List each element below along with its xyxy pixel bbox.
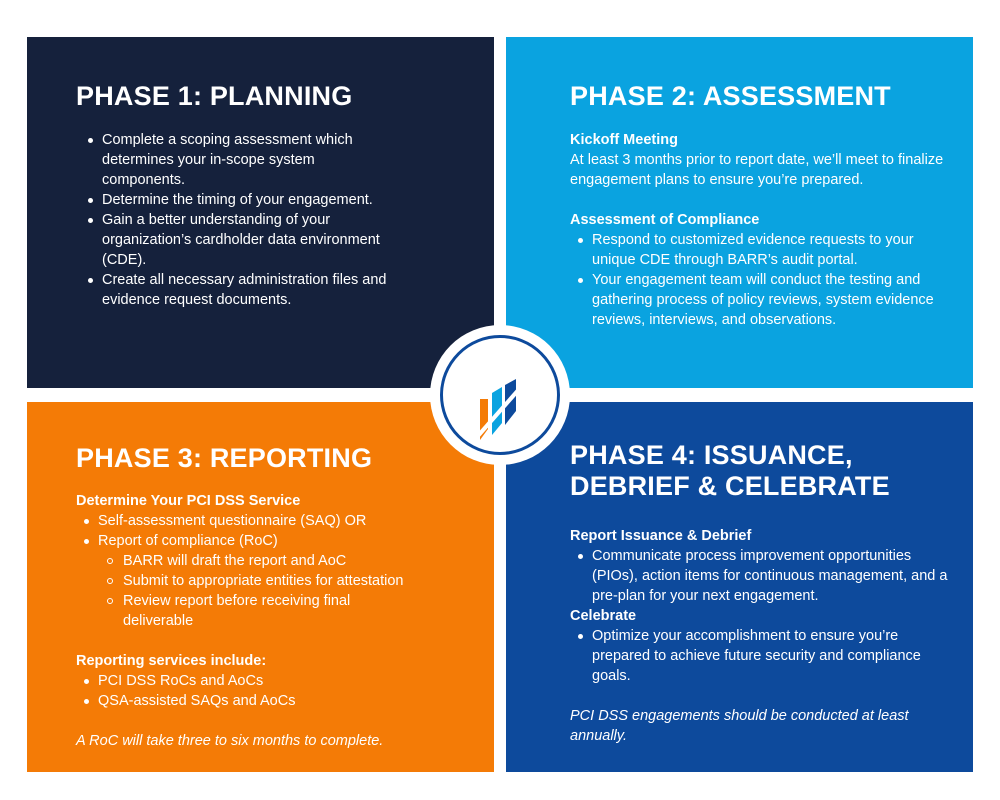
celebrate-heading: Celebrate (570, 608, 637, 624)
list-item: Submit to appropriate entities for attestation (98, 571, 446, 591)
phase-4-panel (506, 402, 973, 772)
phase-4-title (570, 440, 890, 502)
roc-sub-bullet-list (98, 551, 446, 631)
list-item (76, 531, 446, 631)
service-bullet-list (76, 511, 446, 631)
phase-4-body (570, 526, 950, 746)
celebrate-bullet-list (570, 626, 950, 686)
services-heading: Reporting services include: (76, 653, 267, 669)
list-item: PCI DSS RoCs and AoCs (76, 671, 446, 691)
compliance-heading: Assessment of Compliance (570, 212, 760, 228)
issuance-bullet-list (570, 546, 950, 606)
list-item: Communicate process improvement opportunities (PIOs), action items for continuous management, and a pre-plan for your next engagement. (570, 546, 950, 606)
list-item: Create all necessary administration files and evidence request documents. (80, 270, 400, 310)
service-heading: Determine Your PCI DSS Service (76, 493, 301, 509)
phase-3-panel (27, 402, 494, 772)
barr-logo-icon (450, 345, 550, 445)
phase-3-title: PHASE 3: REPORTING (76, 443, 373, 473)
list-item: Determine the timing of your engagement. (80, 190, 400, 210)
phase-2-title: PHASE 2: ASSESSMENT (570, 81, 891, 111)
list-item: BARR will draft the report and AoC (98, 551, 446, 571)
phase-2-body (570, 130, 946, 330)
phase-1-title: PHASE 1: PLANNING (76, 81, 353, 111)
phase-4-title-line-1: PHASE 4: ISSUANCE, (570, 440, 853, 470)
phase-1-bullet-list (80, 130, 400, 310)
kickoff-text: At least 3 months prior to report date, we’ll meet to finalize engagement plans to ensure you’re prepared. (570, 152, 944, 188)
list-item: Your engagement team will conduct the testing and gathering process of policy reviews, system evidence reviews, interviews, and observations. (570, 270, 946, 330)
phase-3-body (76, 491, 446, 751)
phase-3-footnote: A RoC will take three to six months to complete. (76, 733, 384, 749)
list-item: QSA-assisted SAQs and AoCs (76, 691, 446, 711)
phase-1-panel (27, 37, 494, 388)
list-item: Respond to customized evidence requests to your unique CDE through BARR’s audit portal. (570, 230, 946, 270)
kickoff-heading: Kickoff Meeting (570, 132, 678, 148)
center-emblem (430, 325, 570, 465)
list-item: Self-assessment questionnaire (SAQ) OR (76, 511, 446, 531)
compliance-bullet-list (570, 230, 946, 330)
list-item: Gain a better understanding of your organization’s cardholder data environment (CDE). (80, 210, 400, 270)
services-bullet-list (76, 671, 446, 711)
list-item: Optimize your accomplishment to ensure you’re prepared to achieve future security and compliance goals. (570, 626, 950, 686)
phase-4-title-line-2: DEBRIEF & CELEBRATE (570, 471, 890, 501)
issuance-heading: Report Issuance & Debrief (570, 528, 752, 544)
phase-4-footnote: PCI DSS engagements should be conducted at least annually. (570, 708, 909, 744)
list-item: Review report before receiving final deliverable (98, 591, 368, 631)
phase-1-body (80, 130, 400, 310)
phase-2-panel (506, 37, 973, 388)
list-item: Complete a scoping assessment which determines your in-scope system components. (80, 130, 400, 190)
list-item-label: Report of compliance (RoC) (98, 533, 278, 549)
